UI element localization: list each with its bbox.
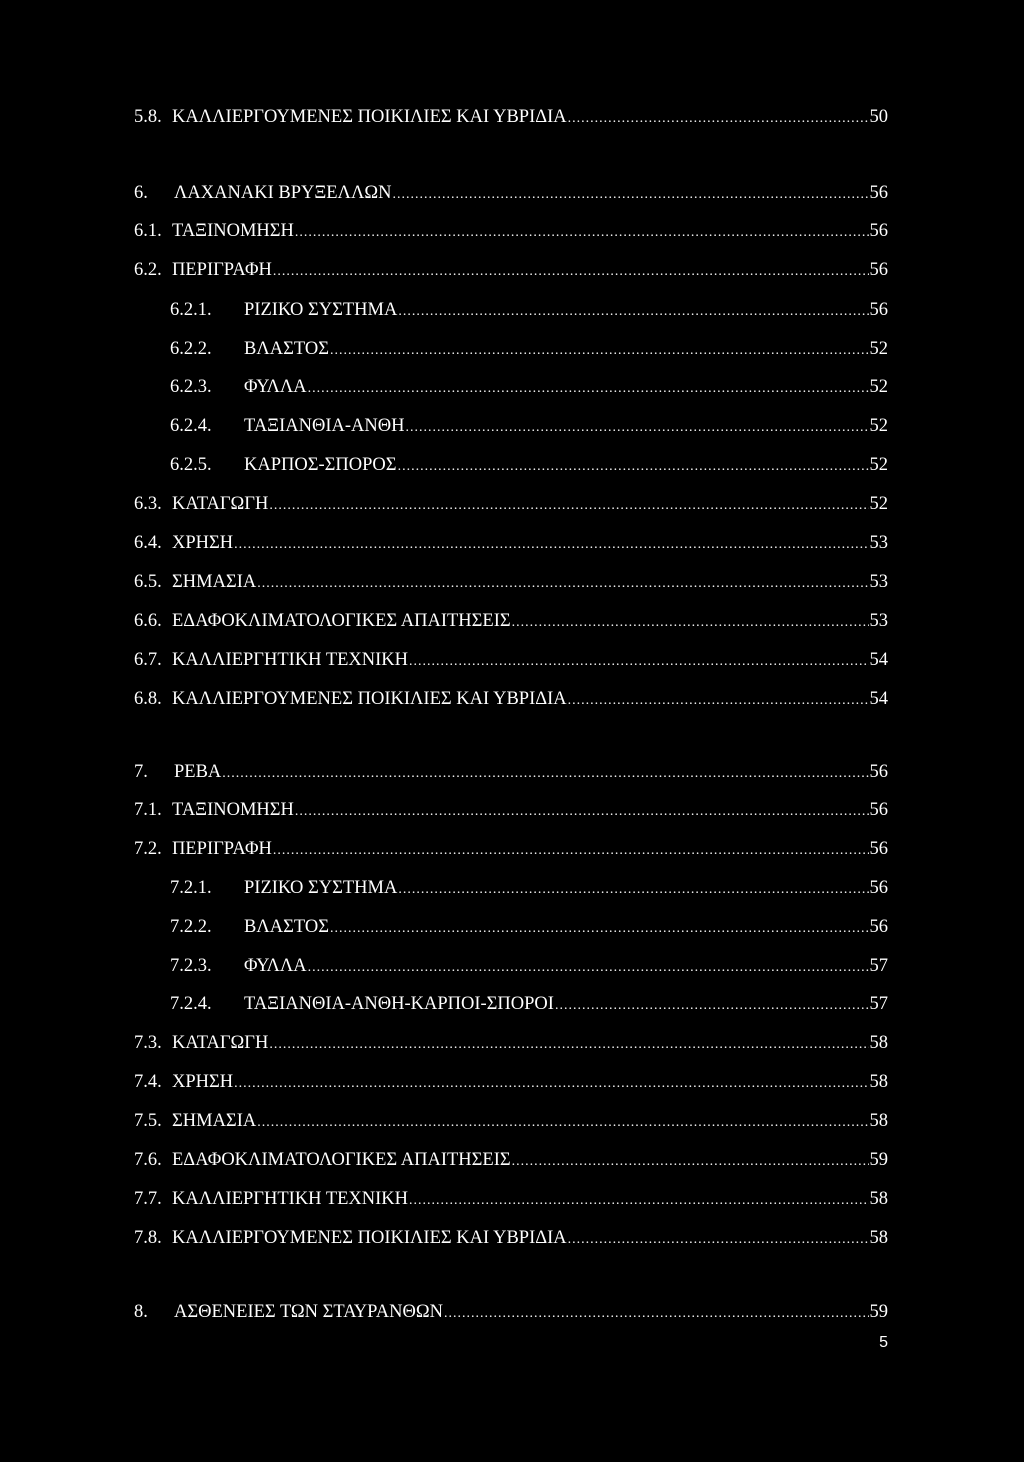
toc-entry-page: 56 — [869, 300, 888, 320]
toc-entry — [134, 1069, 888, 1095]
toc-entry-number: 6. — [134, 183, 148, 203]
toc-entry — [170, 875, 888, 901]
toc-entry-page: 53 — [869, 572, 888, 592]
toc-entry-number: 6.1. — [134, 221, 162, 241]
toc-entry-page: 56 — [869, 878, 888, 898]
toc-entry-page: 56 — [869, 183, 888, 203]
toc-entry-title: ΑΣΘΕΝΕΙΕΣ ΤΩΝ ΣΤΑΥΡΑΝΘΩΝ — [174, 1302, 443, 1322]
toc-entry-number: 7.3. — [134, 1033, 162, 1053]
toc-entry-page: 56 — [869, 800, 888, 820]
toc-entry — [134, 608, 888, 634]
page-number: 5 — [879, 1334, 888, 1351]
toc-leader-dots — [308, 376, 869, 402]
toc-entry-page: 59 — [869, 1302, 888, 1322]
toc-entry-number: 7.5. — [134, 1111, 162, 1131]
toc-entry — [134, 836, 888, 862]
toc-entry — [170, 991, 888, 1017]
toc-leader-dots — [512, 1149, 869, 1175]
toc-entry-title: ΤΑΞΙΝΟΜΗΣΗ — [172, 800, 294, 820]
toc-entry-number: 5.8. — [134, 107, 162, 127]
toc-entry-page: 59 — [869, 1150, 888, 1170]
toc-entry-number: 7.4. — [134, 1072, 162, 1092]
toc-entry-title: ΧΡΗΣΗ — [172, 533, 234, 553]
toc-leader-dots — [273, 838, 869, 864]
toc-entry-page: 54 — [869, 650, 888, 670]
toc-leader-dots — [398, 299, 868, 325]
toc-entry — [170, 374, 888, 400]
toc-entry — [134, 569, 888, 595]
toc-entry-page: 52 — [869, 455, 888, 475]
toc-leader-dots — [269, 493, 868, 519]
toc-leader-dots — [405, 415, 868, 441]
toc-entry-title: ΤΑΞΙΑΝΘΙΑ-ΑΝΘΗ — [244, 416, 405, 436]
toc-entry-title: ΦΥΛΛΑ — [244, 956, 307, 976]
toc-leader-dots — [398, 877, 868, 903]
toc-entry-number: 6.3. — [134, 494, 162, 514]
toc-entry-number: 6.2.2. — [170, 339, 212, 359]
toc-entry-page: 56 — [869, 839, 888, 859]
toc-entry-number: 7.2.2. — [170, 917, 212, 937]
toc-entry-title: ΚΑΛΛΙΕΡΓΗΤΙΚΗ ΤΕΧΝΙΚΗ — [172, 650, 409, 670]
toc-entry-page: 56 — [869, 221, 888, 241]
toc-entry-number: 8. — [134, 1302, 148, 1322]
toc-leader-dots — [398, 454, 869, 480]
toc-entry-page: 52 — [869, 416, 888, 436]
toc-entry-number: 6.2.3. — [170, 377, 212, 397]
toc-entry-number: 7.2.1. — [170, 878, 212, 898]
toc-entry-number: 7.2. — [134, 839, 162, 859]
toc-entry — [170, 413, 888, 439]
toc-entry-page: 56 — [869, 917, 888, 937]
toc-entry — [170, 914, 888, 940]
toc-leader-dots — [273, 259, 869, 285]
toc-entry-title: ΦΥΛΛΑ — [244, 377, 307, 397]
toc-leader-dots — [555, 993, 869, 1019]
toc-entry — [170, 336, 888, 362]
toc-entry-number: 6.4. — [134, 533, 162, 553]
toc-entry-title: ΤΑΞΙΝΟΜΗΣΗ — [172, 221, 294, 241]
toc-entry — [134, 1225, 888, 1251]
toc-entry-page: 50 — [869, 107, 888, 127]
toc-entry-number: 6.2.4. — [170, 416, 212, 436]
toc-entry-page: 57 — [869, 956, 888, 976]
toc-entry-number: 7.2.4. — [170, 994, 212, 1014]
toc-entry-page: 58 — [869, 1228, 888, 1248]
toc-entry-page: 58 — [869, 1189, 888, 1209]
toc-entry-page: 52 — [869, 377, 888, 397]
toc-entry — [134, 1108, 888, 1134]
toc-entry-page: 52 — [869, 339, 888, 359]
toc-entry-number: 6.7. — [134, 650, 162, 670]
toc-entry — [134, 1030, 888, 1056]
toc-entry-title: ΚΑΛΛΙΕΡΓΟΥΜΕΝΕΣ ΠΟΙΚΙΛΙΕΣ ΚΑΙ ΥΒΡΙΔΙΑ — [172, 107, 567, 127]
toc-entry — [134, 180, 888, 206]
toc-leader-dots — [512, 610, 869, 636]
toc-entry — [134, 257, 888, 283]
toc-entry-page: 58 — [869, 1111, 888, 1131]
toc-entry-number: 6.2.1. — [170, 300, 212, 320]
toc-entry — [134, 1186, 888, 1212]
toc-leader-dots — [568, 106, 869, 132]
toc-entry-title: ΠΕΡΙΓΡΑΦΗ — [172, 260, 272, 280]
toc-entry-page: 53 — [869, 533, 888, 553]
toc-entry-page: 56 — [869, 260, 888, 280]
toc-entry — [134, 1299, 888, 1325]
toc-leader-dots — [409, 1188, 868, 1214]
toc-entry-number: 7.8. — [134, 1228, 162, 1248]
toc-entry-number: 7.7. — [134, 1189, 162, 1209]
toc-leader-dots — [330, 338, 869, 364]
toc-entry-page: 56 — [869, 762, 888, 782]
toc-entry-number: 7.2.3. — [170, 956, 212, 976]
toc-leader-dots — [308, 955, 869, 981]
toc-entry-title: ΠΕΡΙΓΡΑΦΗ — [172, 839, 272, 859]
toc-entry-title: ΧΡΗΣΗ — [172, 1072, 234, 1092]
toc-entry-title: ΡΕΒΑ — [174, 762, 222, 782]
toc-entry-number: 6.2. — [134, 260, 162, 280]
toc-entry — [134, 647, 888, 673]
toc-entry-title: ΤΑΞΙΑΝΘΙΑ-ΑΝΘΗ-ΚΑΡΠΟΙ-ΣΠΟΡΟΙ — [244, 994, 554, 1014]
toc-entry — [134, 530, 888, 556]
toc-leader-dots — [222, 761, 868, 787]
toc-entry — [170, 953, 888, 979]
toc-entry-page: 57 — [869, 994, 888, 1014]
toc-leader-dots — [234, 532, 868, 558]
toc-entry-title: ΚΑΛΛΙΕΡΓΗΤΙΚΗ ΤΕΧΝΙΚΗ — [172, 1189, 409, 1209]
toc-leader-dots — [330, 916, 869, 942]
toc-leader-dots — [409, 649, 868, 675]
toc-entry-title: ΚΑΛΛΙΕΡΓΟΥΜΕΝΕΣ ΠΟΙΚΙΛΙΕΣ ΚΑΙ ΥΒΡΙΔΙΑ — [172, 1228, 567, 1248]
toc-entry — [134, 218, 888, 244]
toc-leader-dots — [257, 1110, 868, 1136]
toc-entry — [134, 491, 888, 517]
toc-entry-title: ΚΑΤΑΓΩΓΗ — [172, 1033, 269, 1053]
toc-entry-page: 53 — [869, 611, 888, 631]
toc-entry — [134, 759, 888, 785]
toc-entry-page: 58 — [869, 1033, 888, 1053]
toc-leader-dots — [234, 1071, 868, 1097]
toc-entry-number: 6.8. — [134, 689, 162, 709]
toc-leader-dots — [257, 571, 868, 597]
toc-entry-title: ΚΑΡΠΟΣ-ΣΠΟΡΟΣ — [244, 455, 397, 475]
toc-entry-title: ΛΑΧΑΝΑΚΙ ΒΡΥΞΕΛΛΩΝ — [174, 183, 392, 203]
toc-entry — [134, 686, 888, 712]
toc-leader-dots — [444, 1301, 869, 1327]
toc-leader-dots — [392, 182, 868, 208]
toc-leader-dots — [295, 799, 869, 825]
toc-entry-title: ΚΑΤΑΓΩΓΗ — [172, 494, 269, 514]
toc-entry-number: 7.1. — [134, 800, 162, 820]
toc-entry-title: ΡΙΖΙΚΟ ΣΥΣΤΗΜΑ — [244, 300, 398, 320]
toc-leader-dots — [269, 1032, 868, 1058]
toc-leader-dots — [295, 220, 869, 246]
toc-entry-number: 6.5. — [134, 572, 162, 592]
toc-entry — [170, 452, 888, 478]
toc-entry-number: 6.2.5. — [170, 455, 212, 475]
toc-entry-title: ΕΔΑΦΟΚΛΙΜΑΤΟΛΟΓΙΚΕΣ ΑΠΑΙΤΗΣΕΙΣ — [172, 611, 511, 631]
toc-entry-title: ΚΑΛΛΙΕΡΓΟΥΜΕΝΕΣ ΠΟΙΚΙΛΙΕΣ ΚΑΙ ΥΒΡΙΔΙΑ — [172, 689, 567, 709]
toc-entry-title: ΣΗΜΑΣΙΑ — [172, 1111, 257, 1131]
toc-entry-page: 52 — [869, 494, 888, 514]
toc-entry — [134, 797, 888, 823]
toc-leader-dots — [568, 688, 869, 714]
toc-entry — [170, 297, 888, 323]
toc-entry — [134, 104, 888, 130]
toc-entry-number: 7.6. — [134, 1150, 162, 1170]
toc-entry-title: ΒΛΑΣΤΟΣ — [244, 339, 329, 359]
toc-entry-title: ΕΔΑΦΟΚΛΙΜΑΤΟΛΟΓΙΚΕΣ ΑΠΑΙΤΗΣΕΙΣ — [172, 1150, 511, 1170]
toc-entry-title: ΒΛΑΣΤΟΣ — [244, 917, 329, 937]
toc-entry-number: 7. — [134, 762, 148, 782]
toc-entry-number: 6.6. — [134, 611, 162, 631]
toc-entry-page: 54 — [869, 689, 888, 709]
toc-leader-dots — [568, 1227, 869, 1253]
toc-entry-title: ΡΙΖΙΚΟ ΣΥΣΤΗΜΑ — [244, 878, 398, 898]
toc-entry-page: 58 — [869, 1072, 888, 1092]
toc-entry-title: ΣΗΜΑΣΙΑ — [172, 572, 257, 592]
toc-entry — [134, 1147, 888, 1173]
